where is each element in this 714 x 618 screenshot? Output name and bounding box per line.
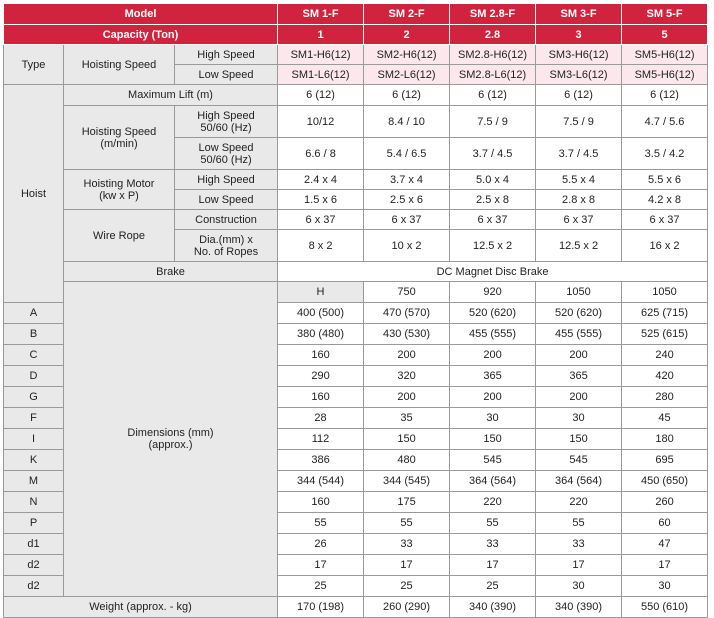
- dimension-label: D: [4, 366, 64, 387]
- type-label: Type: [4, 45, 64, 85]
- capacity-value: 3: [536, 25, 622, 45]
- dimension-value: 365: [536, 366, 622, 387]
- motor-high-value: 2.4 x 4: [278, 170, 364, 190]
- dimension-value: 470 (570): [364, 303, 450, 324]
- capacity-value: 1: [278, 25, 364, 45]
- dimension-value: 25: [364, 576, 450, 597]
- brake-label: Brake: [64, 262, 278, 282]
- dimension-value: 160: [278, 492, 364, 513]
- motor-low-value: 1.5 x 6: [278, 190, 364, 210]
- type-low-value: SM2.8-L6(12): [450, 65, 536, 85]
- type-low-value: SM2-L6(12): [364, 65, 450, 85]
- dimension-value: 625 (715): [622, 303, 708, 324]
- hoist-label: Hoist: [4, 85, 64, 303]
- dimension-value: 364 (564): [450, 471, 536, 492]
- construction-value: 6 x 37: [536, 210, 622, 230]
- capacity-row: [4, 25, 708, 45]
- motor-high-value: 5.5 x 6: [622, 170, 708, 190]
- dimension-value: 55: [278, 513, 364, 534]
- max-lift-value: 6 (12): [278, 85, 364, 106]
- dimension-value: 386: [278, 450, 364, 471]
- dimension-value: 344 (545): [364, 471, 450, 492]
- dimension-row: [4, 282, 708, 303]
- type-high-label: High Speed: [175, 45, 278, 65]
- dimension-value: 520 (620): [450, 303, 536, 324]
- speed-high-row: [4, 106, 708, 138]
- construction-value: 6 x 37: [450, 210, 536, 230]
- dimension-value: 525 (615): [622, 324, 708, 345]
- construction-value: 6 x 37: [364, 210, 450, 230]
- dimension-value: 30: [536, 576, 622, 597]
- dimension-value: 420: [622, 366, 708, 387]
- dimension-value: 28: [278, 408, 364, 429]
- dimension-label: G: [4, 387, 64, 408]
- type-hoisting-speed-label: Hoisting Speed: [64, 45, 175, 85]
- dimension-value: 365: [450, 366, 536, 387]
- dimension-value: 220: [450, 492, 536, 513]
- dimension-value: 200: [364, 387, 450, 408]
- motor-low-label: Low Speed: [175, 190, 278, 210]
- dimension-value: 17: [622, 555, 708, 576]
- dimension-label: K: [4, 450, 64, 471]
- dimension-value: 150: [364, 429, 450, 450]
- dimension-value: 450 (650): [622, 471, 708, 492]
- dimension-value: 1050: [622, 282, 708, 303]
- dimension-label: d2: [4, 576, 64, 597]
- dimension-label: M: [4, 471, 64, 492]
- dimension-value: 200: [364, 345, 450, 366]
- max-lift-row: [4, 85, 708, 106]
- max-lift-value: 6 (12): [622, 85, 708, 106]
- dimension-value: 320: [364, 366, 450, 387]
- weight-value: 340 (390): [450, 597, 536, 618]
- dimension-value: 240: [622, 345, 708, 366]
- motor-high-value: 3.7 x 4: [364, 170, 450, 190]
- dimension-label: A: [4, 303, 64, 324]
- motor-low-value: 2.5 x 8: [450, 190, 536, 210]
- speed-low-value: 5.4 / 6.5: [364, 138, 450, 170]
- construction-label: Construction: [175, 210, 278, 230]
- type-high-row: [4, 45, 708, 65]
- dimension-value: 150: [450, 429, 536, 450]
- model-name: SM 2-F: [364, 4, 450, 25]
- type-high-value: SM1-H6(12): [278, 45, 364, 65]
- type-low-value: SM3-L6(12): [536, 65, 622, 85]
- weight-row: [4, 597, 708, 618]
- motor-high-value: 5.0 x 4: [450, 170, 536, 190]
- dimension-label: d1: [4, 534, 64, 555]
- type-low-value: SM5-H6(12): [622, 65, 708, 85]
- dimension-value: 400 (500): [278, 303, 364, 324]
- brake-row: [4, 262, 708, 282]
- construction-row: [4, 210, 708, 230]
- weight-value: 260 (290): [364, 597, 450, 618]
- dimension-value: 17: [278, 555, 364, 576]
- hoisting-speed-label: Hoisting Speed (m/min): [64, 106, 175, 170]
- dimension-value: 545: [450, 450, 536, 471]
- dimension-value: 344 (544): [278, 471, 364, 492]
- dimension-value: 150: [536, 429, 622, 450]
- speed-high-value: 4.7 / 5.6: [622, 106, 708, 138]
- max-lift-value: 6 (12): [364, 85, 450, 106]
- speed-low-value: 3.5 / 4.2: [622, 138, 708, 170]
- dimension-value: 200: [536, 345, 622, 366]
- type-high-value: SM2-H6(12): [364, 45, 450, 65]
- brake-value: DC Magnet Disc Brake: [278, 262, 708, 282]
- dimension-value: 695: [622, 450, 708, 471]
- model-name: SM 2.8-F: [450, 4, 536, 25]
- wire-rope-label: Wire Rope: [64, 210, 175, 262]
- dimension-value: 455 (555): [450, 324, 536, 345]
- dimension-value: 200: [450, 345, 536, 366]
- rope-dia-value: 8 x 2: [278, 230, 364, 262]
- motor-high-label: High Speed: [175, 170, 278, 190]
- dimension-value: 200: [450, 387, 536, 408]
- dimension-value: 60: [622, 513, 708, 534]
- dimension-value: 33: [536, 534, 622, 555]
- dimension-value: 35: [364, 408, 450, 429]
- max-lift-label: Maximum Lift (m): [64, 85, 278, 106]
- dimension-value: 200: [536, 387, 622, 408]
- dimension-value: 45: [622, 408, 708, 429]
- dimension-value: 545: [536, 450, 622, 471]
- dimensions-label: Dimensions (mm) (approx.): [64, 282, 278, 597]
- dimension-value: 280: [622, 387, 708, 408]
- construction-value: 6 x 37: [622, 210, 708, 230]
- speed-low-value: 3.7 / 4.5: [536, 138, 622, 170]
- motor-low-value: 4.2 x 8: [622, 190, 708, 210]
- rope-dia-value: 10 x 2: [364, 230, 450, 262]
- dimension-value: 30: [622, 576, 708, 597]
- type-low-value: SM1-L6(12): [278, 65, 364, 85]
- dimension-value: 1050: [536, 282, 622, 303]
- dimension-value: 175: [364, 492, 450, 513]
- model-name: SM 3-F: [536, 4, 622, 25]
- model-name: SM 5-F: [622, 4, 708, 25]
- dimension-value: 17: [450, 555, 536, 576]
- dimension-value: 30: [536, 408, 622, 429]
- dimension-value: 380 (480): [278, 324, 364, 345]
- weight-label: Weight (approx. - kg): [4, 597, 278, 618]
- spec-table: [3, 3, 708, 618]
- speed-low-label: Low Speed 50/60 (Hz): [175, 138, 278, 170]
- speed-high-value: 8.4 / 10: [364, 106, 450, 138]
- dimension-value: 220: [536, 492, 622, 513]
- capacity-value: 2.8: [450, 25, 536, 45]
- weight-value: 170 (198): [278, 597, 364, 618]
- rope-dia-value: 16 x 2: [622, 230, 708, 262]
- dimension-value: 25: [278, 576, 364, 597]
- dimension-value: 430 (530): [364, 324, 450, 345]
- rope-dia-label: Dia.(mm) x No. of Ropes: [175, 230, 278, 262]
- dimension-value: 30: [450, 408, 536, 429]
- dimension-value: 112: [278, 429, 364, 450]
- dimension-value: 55: [450, 513, 536, 534]
- dimension-label: C: [4, 345, 64, 366]
- speed-high-value: 7.5 / 9: [450, 106, 536, 138]
- dimension-value: 55: [364, 513, 450, 534]
- dimension-value: 520 (620): [536, 303, 622, 324]
- dimension-label: N: [4, 492, 64, 513]
- dimension-value: 47: [622, 534, 708, 555]
- dimension-value: 364 (564): [536, 471, 622, 492]
- dimension-value: 160: [278, 345, 364, 366]
- dimension-value: 26: [278, 534, 364, 555]
- dimension-value: 455 (555): [536, 324, 622, 345]
- motor-low-value: 2.5 x 6: [364, 190, 450, 210]
- dimension-value: 25: [450, 576, 536, 597]
- dimension-label: d2: [4, 555, 64, 576]
- spec-table-body: [4, 4, 708, 618]
- type-low-label: Low Speed: [175, 65, 278, 85]
- speed-low-value: 3.7 / 4.5: [450, 138, 536, 170]
- max-lift-value: 6 (12): [450, 85, 536, 106]
- weight-value: 550 (610): [622, 597, 708, 618]
- weight-value: 340 (390): [536, 597, 622, 618]
- dimension-value: 290: [278, 366, 364, 387]
- motor-low-value: 2.8 x 8: [536, 190, 622, 210]
- dimension-value: 17: [536, 555, 622, 576]
- dimension-label: F: [4, 408, 64, 429]
- model-row: [4, 4, 708, 25]
- speed-high-value: 10/12: [278, 106, 364, 138]
- dimension-value: 480: [364, 450, 450, 471]
- dimension-value: 33: [364, 534, 450, 555]
- dimension-value: 180: [622, 429, 708, 450]
- dimension-label: P: [4, 513, 64, 534]
- type-high-value: SM2.8-H6(12): [450, 45, 536, 65]
- dimension-value: 260: [622, 492, 708, 513]
- model-name: SM 1-F: [278, 4, 364, 25]
- dimension-value: 920: [450, 282, 536, 303]
- dimension-label: H: [278, 282, 364, 303]
- type-high-value: SM3-H6(12): [536, 45, 622, 65]
- dimension-label: I: [4, 429, 64, 450]
- rope-dia-value: 12.5 x 2: [450, 230, 536, 262]
- motor-high-row: [4, 170, 708, 190]
- hoisting-motor-label: Hoisting Motor (kw x P): [64, 170, 175, 210]
- type-high-value: SM5-H6(12): [622, 45, 708, 65]
- dimension-value: 160: [278, 387, 364, 408]
- capacity-label: Capacity (Ton): [4, 25, 278, 45]
- dimension-value: 55: [536, 513, 622, 534]
- capacity-value: 2: [364, 25, 450, 45]
- dimension-label: B: [4, 324, 64, 345]
- max-lift-value: 6 (12): [536, 85, 622, 106]
- dimension-value: 17: [364, 555, 450, 576]
- speed-low-value: 6.6 / 8: [278, 138, 364, 170]
- dimension-value: 33: [450, 534, 536, 555]
- construction-value: 6 x 37: [278, 210, 364, 230]
- dimension-value: 750: [364, 282, 450, 303]
- speed-high-label: High Speed 50/60 (Hz): [175, 106, 278, 138]
- model-label: Model: [4, 4, 278, 25]
- motor-high-value: 5.5 x 4: [536, 170, 622, 190]
- spec-sheet: [3, 3, 708, 618]
- speed-high-value: 7.5 / 9: [536, 106, 622, 138]
- capacity-value: 5: [622, 25, 708, 45]
- rope-dia-value: 12.5 x 2: [536, 230, 622, 262]
